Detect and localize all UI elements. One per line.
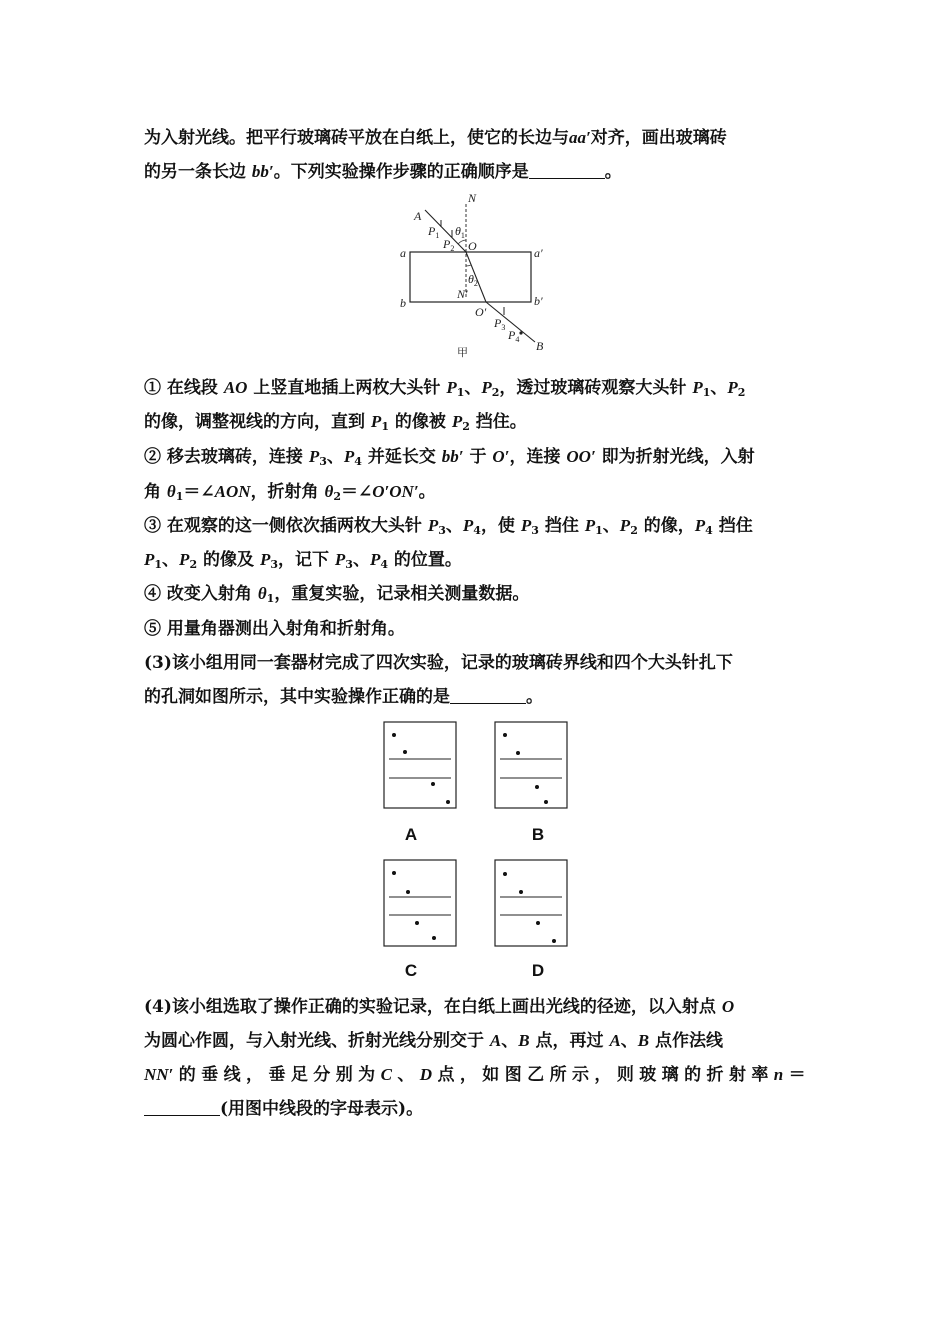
label-O-prime: O′ (475, 305, 487, 319)
label-a-prime: a′ (534, 246, 543, 260)
label-B: B (536, 339, 544, 353)
label-P4: $P_4$ (508, 328, 520, 344)
option-b-label[interactable]: B (531, 825, 545, 844)
intro-line-2 (144, 161, 622, 183)
text: 。下列实验操作步骤的正确顺序是 (273, 162, 529, 182)
math-bb-prime: bb′ (251, 162, 274, 181)
label-b-prime: b′ (534, 294, 543, 308)
label-N: N (468, 191, 477, 205)
figure-caption-jia: 甲 (457, 347, 468, 359)
option-a-label[interactable]: A (404, 825, 418, 844)
step-5: ⑤ 用量角器测出入射角和折射角。 (144, 619, 405, 639)
step-3-line-1: ③ 在观察的这一侧依次插两枚大头针 $P_3$、$P_4$，使 $P_3$ 挡住 $P_1$、$P_2$ 的像，$P_4$ 挡住 (144, 516, 753, 537)
option-d-figure (494, 859, 568, 947)
text: 。 (604, 162, 622, 182)
step-4: ④ 改变入射角 $\theta_1$，重复实验，记录相关测量数据。 (144, 584, 530, 605)
step-1-text: ① 在线段 AO 上竖直地插上两枚大头针 $P_1$、$P_2$，透过玻璃砖观察大头针 $P_1$、$P_2$ (144, 378, 746, 399)
answer-blank-order[interactable] (529, 162, 605, 179)
label-P2: $P_2$ (443, 237, 455, 253)
q4-line-1: (4)该小组选取了操作正确的实验记录，在白纸上画出光线的径迹，以入射点 O (144, 997, 735, 1017)
text: 的另一条长边 (144, 162, 246, 182)
option-d-label[interactable]: D (531, 961, 545, 980)
math-aa-prime: aa′ (569, 128, 591, 147)
option-c-figure (383, 859, 457, 947)
step-1-line-1 (144, 377, 806, 399)
q3-line-2: 的孔洞如图所示，其中实验操作正确的是 。 (144, 687, 543, 707)
pin-p4-dot (519, 331, 522, 334)
intro-line-1 (144, 127, 727, 149)
label-theta1: $\theta_1$ (455, 224, 465, 240)
step-2-line-1: ② 移去玻璃砖，连接 $P_3$、$P_4$ 并延长交 bb′ 于 O′，连接 OO′ 即为折射光线，入射 (144, 447, 755, 468)
step-3-line-2: $P_1$、$P_2$ 的像及 $P_3$，记下 $P_3$、$P_4$ 的位置。 (144, 550, 462, 571)
label-P1: $P_1$ (428, 224, 440, 240)
step-2-line-2: 角 $\theta_1=\angle AON$，折射角 $\theta_2=\angle O'ON'$。 (144, 482, 436, 503)
answer-blank-q4[interactable] (144, 1099, 220, 1116)
q4-line-4: (用图中线段的字母表示)。 (144, 1098, 423, 1120)
answer-blank-q3[interactable] (450, 687, 526, 704)
q3-line-1: (3)该小组用同一套器材完成了四次实验，记录的玻璃砖界线和四个大头针扎下 (144, 653, 733, 673)
label-O: O (468, 239, 477, 253)
option-c-label[interactable]: C (404, 961, 418, 980)
angle-theta2-arc (466, 265, 471, 266)
label-N-prime: N′ (457, 287, 468, 301)
text: 为入射光线。把平行玻璃砖平放在白纸上，使它的长边与 (144, 128, 569, 148)
label-b: b (400, 296, 406, 310)
text: 对齐，画出玻璃砖 (590, 128, 727, 148)
label-P3: $P_3$ (494, 316, 506, 332)
label-a: a (400, 246, 406, 260)
option-a-figure (383, 721, 457, 809)
refraction-diagram-jia (395, 190, 565, 362)
option-b-figure (494, 721, 568, 809)
step-1-line-2: 的像，调整视线的方向，直到 $P_1$ 的像被 $P_2$ 挡住。 (144, 412, 527, 433)
label-theta2: $\theta_2$ (468, 272, 478, 288)
label-A: A (414, 209, 422, 223)
angle-theta1-arc (458, 240, 466, 244)
q4-line-2: 为圆心作圆，与入射光线、折射光线分别交于 A、B 点，再过 A、B 点作法线 (144, 1031, 724, 1051)
q4-line-3: NN′ 的 垂 线 ， 垂 足 分 别 为 C 、 D 点 ， 如 图 乙 所 示 ， 则 玻 璃 的 折 射 率 n ＝ (144, 1065, 806, 1085)
